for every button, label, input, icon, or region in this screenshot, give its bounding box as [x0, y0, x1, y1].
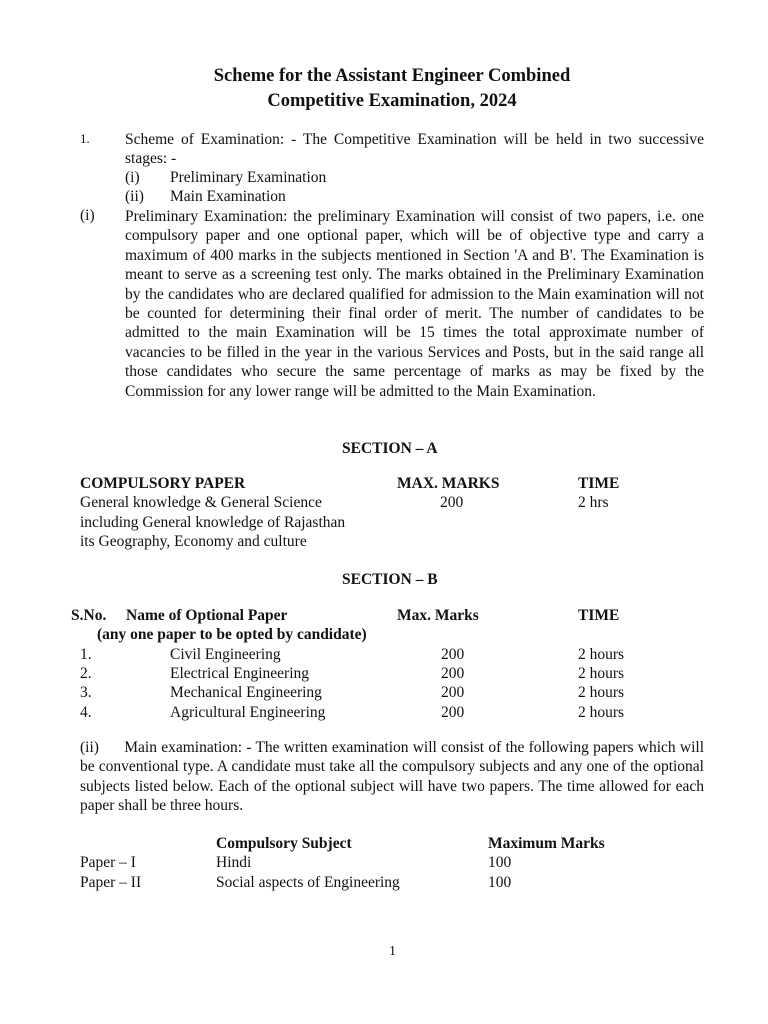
section-a-time: 2 hrs: [578, 494, 609, 511]
table-row-1-marks: 200: [441, 646, 465, 663]
table-row-3-time: 2 hours: [578, 684, 625, 701]
section-a-header-time: TIME: [578, 475, 620, 492]
stage-1-number: (i): [125, 169, 140, 186]
stage-1-label: Preliminary Examination: [170, 169, 327, 186]
document-title-line-2: Competitive Examination, 2024: [267, 91, 517, 111]
table-row-3-sno: 3.: [80, 684, 92, 701]
section-b-header-note: (any one paper to be opted by candidate): [97, 626, 367, 643]
table-row-2-marks: 200: [441, 665, 465, 682]
document-title-line-1: Scheme for the Assistant Engineer Combined: [213, 66, 571, 86]
compulsory-row-2-paper: Paper – II: [80, 874, 142, 891]
item-1-text: Scheme of Examination: - The Competitive Examination will be held in two successive stages: -: [125, 131, 704, 168]
compulsory-row-1-subject: Hindi: [216, 854, 252, 871]
prelim-number: (i): [80, 207, 95, 224]
section-a-heading: SECTION – A: [342, 440, 438, 457]
section-a-header-marks: MAX. MARKS: [397, 475, 500, 492]
table-row-2-sno: 2.: [80, 665, 92, 682]
section-b-header-name: Name of Optional Paper: [126, 607, 288, 624]
table-row-4-time: 2 hours: [578, 704, 625, 721]
table-row-4-sno: 4.: [80, 704, 92, 721]
section-b-header-time: TIME: [578, 607, 620, 624]
section-b-header-marks: Max. Marks: [397, 607, 479, 624]
compulsory-row-1-marks: 100: [488, 854, 512, 871]
compulsory-row-2-subject: Social aspects of Engineering: [216, 874, 400, 891]
table-row-2-time: 2 hours: [578, 665, 625, 682]
compulsory-row-2-marks: 100: [488, 874, 512, 891]
stage-2-label: Main Examination: [170, 188, 286, 205]
compulsory-row-1-paper: Paper – I: [80, 854, 136, 871]
section-b-header-sno: S.No.: [71, 607, 107, 624]
table-row-4-name: Agricultural Engineering: [170, 704, 326, 721]
section-a-paper-line-2: including General knowledge of Rajasthan: [80, 514, 346, 531]
section-a-marks: 200: [440, 494, 464, 511]
page-number: 1: [389, 944, 396, 959]
table-row-1-sno: 1.: [80, 646, 92, 663]
section-a-paper-line-1: General knowledge & General Science: [80, 494, 322, 511]
table-row-3-marks: 200: [441, 684, 465, 701]
stage-2-number: (ii): [125, 188, 144, 205]
table-row-1-time: 2 hours: [578, 646, 625, 663]
section-b-heading: SECTION – B: [342, 571, 438, 588]
table-row-1-name: Civil Engineering: [170, 646, 281, 663]
table-row-4-marks: 200: [441, 704, 465, 721]
prelim-paragraph: Preliminary Examination: the preliminary Examination will consist of two papers, i.e. one compulsory paper and one optional paper, which will be of objective type and carry a maximum of 400 marks in the subjects mentioned in Section 'A and B'. The Examination is meant to serve as a screening test only. The marks obtained in the Preliminary Examination by the candidates who are declared qualified for admission to the Main examination will not be counted for determining their final order of merit. The number of candidates to be admitted to the main Examination will be 15 times the total approximate number of vacancies to be filled in the year in the various Services and Posts, but in the said range all those candidates who secure the same percentage of marks as may be fixed by the Commission for any lower range will be admitted to the Main Examination.: [125, 208, 704, 400]
section-a-paper-line-3: its Geography, Economy and culture: [80, 533, 307, 550]
compulsory-header-marks: Maximum Marks: [488, 835, 605, 852]
table-row-2-name: Electrical Engineering: [170, 665, 310, 682]
table-row-3-name: Mechanical Engineering: [170, 684, 322, 701]
compulsory-header-subject: Compulsory Subject: [216, 835, 352, 852]
section-a-header-paper: COMPULSORY PAPER: [80, 475, 246, 492]
item-1-number: 1.: [80, 131, 90, 146]
main-exam-paragraph: (ii) Main examination: - The written examination will consist of the following papers which will be conventional type. A candidate must take all the compulsory subjects and any one of the optional subjects listed below. Each of the optional subject will have two papers. The time allowed for each paper shall be three hours.: [80, 739, 708, 815]
